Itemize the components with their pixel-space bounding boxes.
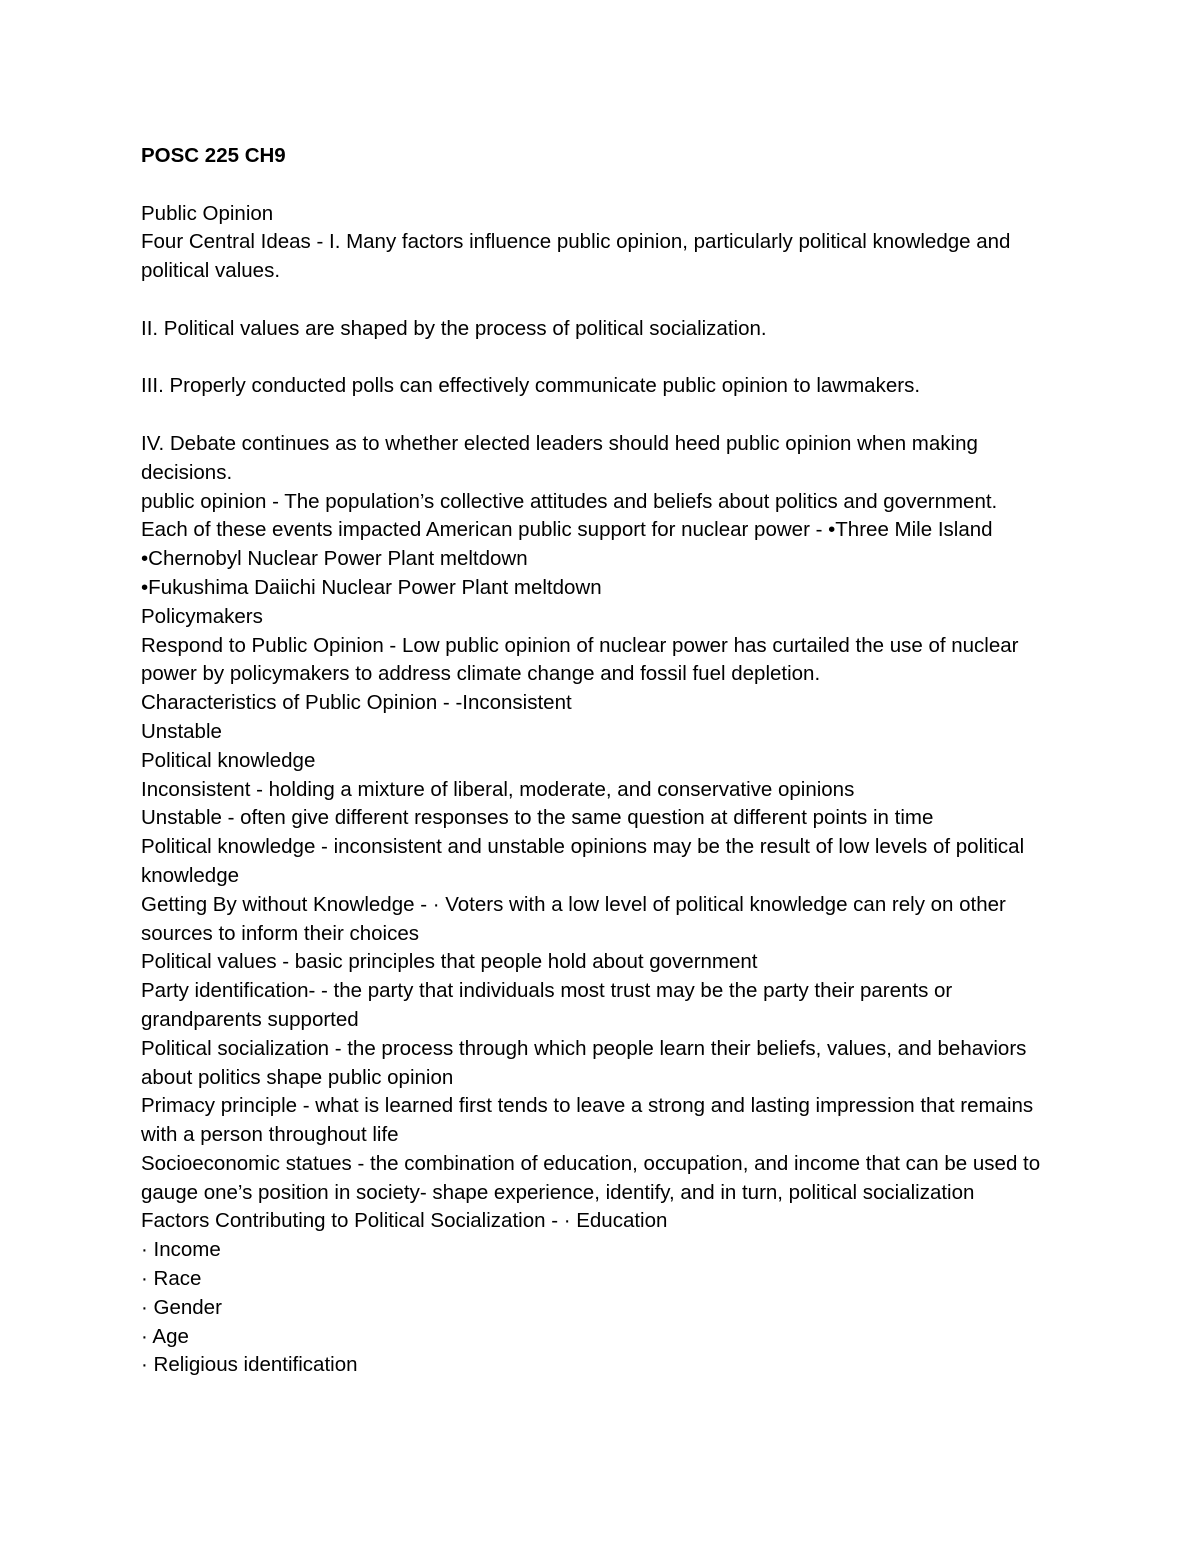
blank-line [141, 344, 1071, 373]
text-line: Political knowledge [141, 748, 316, 772]
text-line: Political knowledge - inconsistent and unstable opinions may be the result of low levels of political knowledge [141, 835, 1025, 887]
text-line: II. Political values are shaped by the process of political socialization. [141, 316, 767, 340]
text-line: Getting By without Knowledge - · Voters with a low level of political knowledge can rely on other sources to inform their choices [141, 892, 1006, 945]
text-line: Socioeconomic statues - the combination of education, occupation, and income that can be used to gauge one’s position in society- shape experience, identify, and in turn, political socialization [141, 1151, 1041, 1204]
text-line: public opinion - The population’s collective attitudes and beliefs about politics and government. [141, 489, 998, 513]
text-line: Political values - basic principles that people hold about government [141, 950, 758, 974]
text-line: Respond to Public Opinion - Low public opinion of nuclear power has curtailed the use of nuclear power by policymakers to address climate change and fossil fuel depletion. [141, 633, 1019, 686]
text-line: · Age [141, 1324, 189, 1348]
text-line: · Race [141, 1267, 202, 1291]
text-line: Public Opinion [141, 201, 274, 225]
text-line: •Chernobyl Nuclear Power Plant meltdown [141, 547, 528, 571]
text-line: · Income [141, 1238, 221, 1262]
document-body [141, 142, 1071, 1380]
text-line: Characteristics of Public Opinion - -Inconsistent [141, 691, 572, 715]
text-line: Factors Contributing to Political Socialization - · Education [141, 1209, 668, 1233]
text-line: · Religious identification [141, 1353, 358, 1377]
text-line: Primacy principle - what is learned first tends to leave a strong and lasting impression that remains with a person throughout life [141, 1094, 1034, 1147]
blank-line [141, 286, 1071, 315]
blank-line [141, 401, 1071, 430]
text-line: Unstable - often give different responses to the same question at different points in time [141, 806, 934, 830]
text-line: Inconsistent - holding a mixture of liberal, moderate, and conservative opinions [141, 777, 855, 801]
text-line: Political socialization - the process through which people learn their beliefs, values, and behaviors about politics shape public opinion [141, 1036, 1027, 1089]
blank-line [141, 171, 1071, 200]
text-line: Four Central Ideas - I. Many factors influence public opinion, particularly political knowledge and political values. [141, 230, 1011, 283]
text-line: · Gender [141, 1295, 222, 1319]
document-lines [141, 171, 1071, 1380]
text-line: Party identification- - the party that individuals most trust may be the party their parents or grandparents supported [141, 979, 953, 1031]
text-line: III. Properly conducted polls can effectively communicate public opinion to lawmakers. [141, 374, 921, 398]
text-line: Each of these events impacted American public support for nuclear power - •Three Mile Island [141, 518, 993, 542]
text-line: •Fukushima Daiichi Nuclear Power Plant meltdown [141, 575, 602, 599]
text-line: Policymakers [141, 604, 263, 628]
document-title: POSC 225 CH9 [141, 144, 286, 167]
text-line: Unstable [141, 719, 222, 743]
text-line: IV. Debate continues as to whether elected leaders should heed public opinion when making decisions. [141, 431, 978, 484]
